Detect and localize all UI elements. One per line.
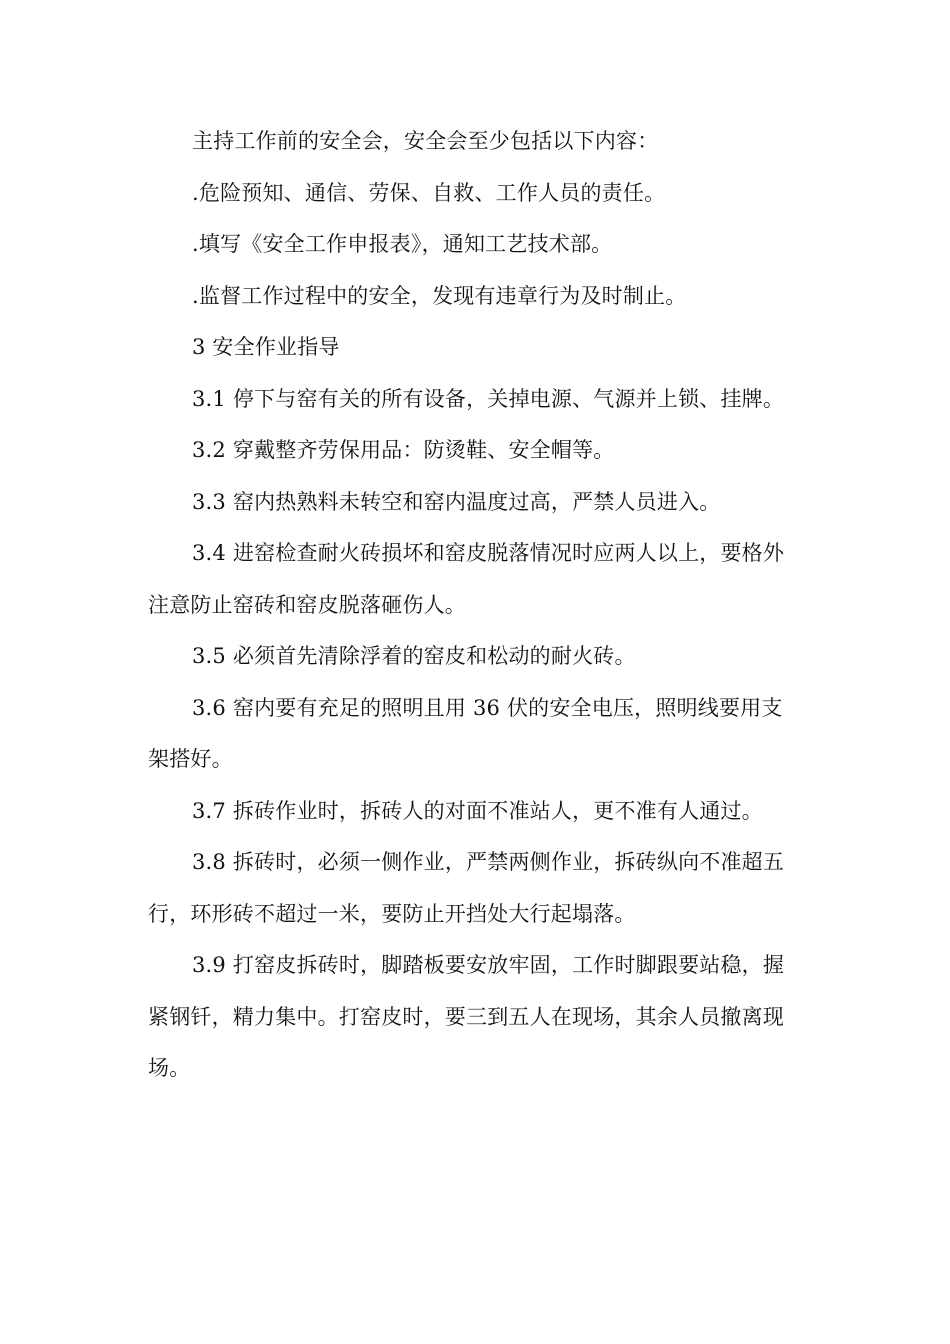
document-body <box>148 116 802 1095</box>
paragraph-3-7: 3.7 拆砖作业时，拆砖人的对面不准站人，更不准有人通过。 <box>192 798 763 823</box>
paragraph-supervision: .监督工作过程中的安全，发现有违章行为及时制止。 <box>192 283 687 308</box>
paragraph-3-1: 3.1 停下与窑有关的所有设备，关掉电源、气源并上锁、挂牌。 <box>192 386 785 411</box>
paragraph-3-2: 3.2 穿戴整齐劳保用品：防烫鞋、安全帽等。 <box>192 438 615 462</box>
paragraph-3-6: 3.6 窑内要有充足的照明且用 36 伏的安全电压，照明线要用支架搭好。 <box>148 695 783 771</box>
paragraph-3-9: 3.9 打窑皮拆砖时，脚踏板要安放牢固，工作时脚跟要站稳，握紧钢钎，精力集中。打窑皮时，要三到五人在现场，其余人员撤离现场。 <box>148 953 785 1080</box>
paragraph-3-8: 3.8 拆砖时，必须一侧作业，严禁两侧作业，拆砖纵向不准超五行，环形砖不超过一米，要防止开挡处大行起塌落。 <box>148 850 785 926</box>
paragraph-3-4: 3.4 进窑检查耐火砖损坏和窑皮脱落情况时应两人以上，要格外注意防止窑砖和窑皮脱落砸伤人。 <box>148 541 785 617</box>
paragraph-hazard-awareness: .危险预知、通信、劳保、自救、工作人员的责任。 <box>192 180 666 205</box>
paragraph-3-3: 3.3 窑内热熟料未转空和窑内温度过高，严禁人员进入。 <box>192 489 721 514</box>
paragraph-safety-form: .填写《安全工作申报表》，通知工艺技术部。 <box>192 232 613 256</box>
section-heading-safety-guidance: 3 安全作业指导 <box>192 335 340 359</box>
paragraph-meeting-intro: 主持工作前的安全会，安全会至少包括以下内容： <box>192 129 659 153</box>
paragraph-3-5: 3.5 必须首先清除浮着的窑皮和松动的耐火砖。 <box>192 644 636 668</box>
